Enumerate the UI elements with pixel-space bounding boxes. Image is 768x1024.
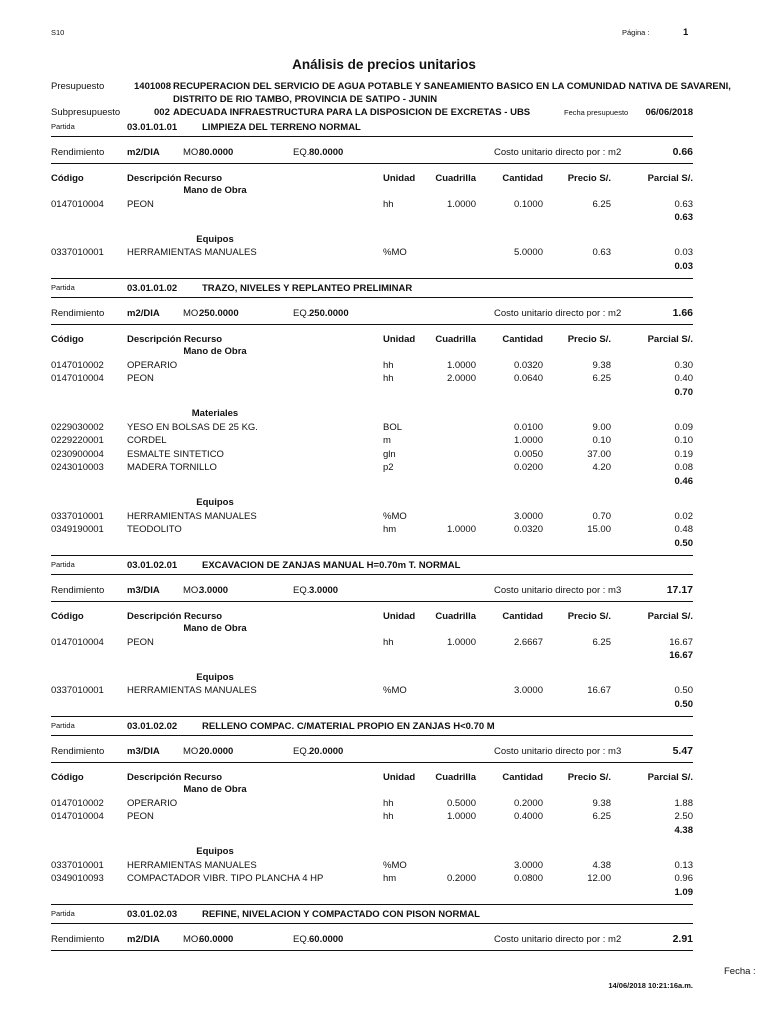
partida-label: Partida (51, 122, 75, 131)
col-cuadrilla: Cuadrilla (435, 334, 476, 345)
eq-value: 3.0000 (309, 585, 339, 596)
costo-unitario-value: 2.91 (672, 933, 693, 945)
col-parcial: Parcial S/. (647, 772, 693, 783)
resource-cantidad: 2.6667 (513, 636, 543, 648)
group-subtotal: 0.63 (674, 212, 693, 223)
resource-description: TEODOLITO (127, 524, 182, 535)
presupuesto-description-line2: DISTRITO DE RIO TAMBO, PROVINCIA DE SATIPO - JUNIN (173, 94, 438, 105)
resource-cantidad: 0.2000 (513, 797, 543, 809)
resource-code: 0147010002 (51, 359, 104, 371)
divider (51, 297, 693, 298)
group-title: Equipos (196, 846, 234, 857)
rendimiento-unit: m2/DIA (127, 934, 160, 945)
resource-precio: 9.38 (592, 797, 611, 809)
group-subtotal: 0.70 (674, 386, 693, 398)
resource-unit: %MO (383, 247, 407, 258)
resource-description: HERRAMIENTAS MANUALES (127, 685, 257, 696)
resource-parcial: 2.50 (674, 811, 693, 822)
resource-cantidad: 0.0800 (513, 873, 543, 884)
presupuesto-description: RECUPERACION DEL SERVICIO DE AGUA POTABLE Y SANEAMIENTO BASICO EN LA COMUNIDAD NATIVA DE SAVARENI, (173, 81, 731, 92)
costo-unitario-value: 1.66 (672, 307, 693, 319)
resource-precio: 12.00 (587, 873, 611, 884)
resource-code: 0337010001 (51, 685, 104, 696)
resource-unit: hh (383, 797, 394, 809)
col-descripcion: Descripción Recurso (127, 173, 223, 184)
col-unidad: Unidad (383, 173, 416, 184)
resource-code: 0349010093 (51, 873, 104, 884)
group-title: Equipos (196, 497, 234, 508)
resource-unit: hh (383, 373, 394, 384)
partida-name: REFINE, NIVELACION Y COMPACTADO CON PISON NORMAL (202, 909, 480, 920)
resource-unit: hm (383, 524, 397, 535)
resource-code: 0147010004 (51, 636, 104, 648)
mo-value: 3.0000 (199, 585, 229, 596)
resource-description: YESO EN BOLSAS DE 25 KG. (127, 421, 258, 433)
resource-cantidad: 3.0000 (513, 685, 543, 696)
costo-unitario-label: Costo unitario directo por : m3 (494, 585, 622, 596)
costo-unitario-value: 0.66 (672, 146, 693, 158)
col-parcial: Parcial S/. (647, 611, 693, 622)
subpresupuesto-description: ADECUADA INFRAESTRUCTURA PARA LA DISPOSICION DE EXCRETAS - UBS (173, 107, 531, 118)
resource-code: 0337010001 (51, 859, 104, 871)
eq-label: EQ. (293, 585, 310, 596)
resource-cantidad: 3.0000 (513, 510, 543, 522)
resource-code: 0337010001 (51, 247, 104, 258)
col-codigo: Código (51, 173, 84, 184)
resource-unit: %MO (383, 685, 407, 696)
rendimiento-label: Rendimiento (51, 585, 105, 596)
col-codigo: Código (51, 611, 84, 622)
footer-fecha-label: Fecha : (724, 966, 756, 977)
partida-label: Partida (51, 909, 75, 918)
divider (51, 278, 693, 279)
resource-precio: 4.20 (592, 462, 611, 473)
divider (51, 574, 693, 575)
resource-cantidad: 3.0000 (513, 859, 543, 871)
resource-unit: BOL (383, 421, 403, 433)
resource-cuadrilla: 1.0000 (446, 524, 476, 535)
eq-label: EQ. (293, 147, 310, 158)
resource-parcial: 0.96 (674, 873, 693, 884)
partida-label: Partida (51, 721, 75, 730)
col-descripcion: Descripción Recurso (127, 772, 223, 783)
col-cuadrilla: Cuadrilla (435, 772, 476, 783)
fecha-presupuesto-label: Fecha presupuesto (564, 108, 629, 117)
resource-description: CORDEL (127, 435, 167, 446)
rendimiento-label: Rendimiento (51, 308, 105, 319)
partida-label: Partida (51, 560, 75, 569)
col-parcial: Parcial S/. (647, 334, 693, 345)
presupuesto-code: 1401008 (134, 81, 171, 92)
resource-precio: 6.25 (592, 373, 611, 384)
group-subtotal: 16.67 (669, 650, 693, 661)
divider (51, 324, 693, 325)
col-cantidad: Cantidad (502, 772, 543, 783)
col-codigo: Código (51, 334, 84, 345)
col-cantidad: Cantidad (502, 611, 543, 622)
resource-cuadrilla: 1.0000 (446, 198, 476, 210)
resource-cantidad: 0.0320 (513, 359, 543, 371)
partida-code: 03.01.01.01 (127, 122, 178, 133)
group-subtotal: 0.50 (674, 537, 693, 549)
resource-cantidad: 0.0100 (513, 421, 543, 433)
resource-description: PEON (127, 198, 154, 210)
partida-name: LIMPIEZA DEL TERRENO NORMAL (202, 122, 361, 133)
resource-parcial: 0.40 (674, 373, 693, 384)
partida-name: EXCAVACION DE ZANJAS MANUAL H=0.70m T. NORMAL (202, 560, 461, 571)
col-codigo: Código (51, 772, 84, 783)
group-title: Mano de Obra (183, 784, 247, 795)
col-precio: Precio S/. (567, 173, 611, 184)
resource-unit: hh (383, 198, 394, 210)
divider (51, 923, 693, 924)
col-precio: Precio S/. (567, 611, 611, 622)
resource-precio: 6.25 (592, 636, 611, 648)
col-precio: Precio S/. (567, 772, 611, 783)
costo-unitario-label: Costo unitario directo por : m2 (494, 308, 622, 319)
resource-precio: 9.38 (592, 359, 611, 371)
resource-precio: 37.00 (587, 448, 611, 460)
resource-precio: 0.63 (592, 247, 611, 258)
page-title: Análisis de precios unitarios (292, 57, 476, 72)
subpresupuesto-label: Subpresupuesto (51, 107, 121, 118)
resource-cantidad: 0.0050 (513, 448, 543, 460)
mo-label: MO. (183, 147, 201, 158)
group-subtotal: 0.46 (674, 475, 693, 487)
resource-cuadrilla: 0.2000 (446, 873, 476, 884)
resource-precio: 9.00 (592, 421, 611, 433)
resource-parcial: 0.30 (674, 359, 693, 371)
resource-cuadrilla: 1.0000 (446, 359, 476, 371)
divider (51, 163, 693, 164)
costo-unitario-label: Costo unitario directo por : m2 (494, 147, 622, 158)
resource-unit: hh (383, 811, 394, 822)
resource-cuadrilla: 2.0000 (446, 373, 476, 384)
costo-unitario-label: Costo unitario directo por : m2 (494, 934, 622, 945)
group-subtotal: 0.03 (674, 260, 693, 272)
resource-parcial: 16.67 (669, 636, 693, 648)
resource-parcial: 0.48 (674, 524, 693, 535)
resource-parcial: 0.19 (674, 448, 693, 460)
resource-cuadrilla: 1.0000 (446, 636, 476, 648)
eq-value: 60.0000 (309, 934, 344, 945)
resource-description: OPERARIO (127, 359, 178, 371)
col-precio: Precio S/. (567, 334, 611, 345)
divider (51, 555, 693, 556)
resource-description: HERRAMIENTAS MANUALES (127, 859, 257, 871)
resource-code: 0147010004 (51, 373, 104, 384)
resource-parcial: 0.08 (674, 462, 693, 473)
partida-code: 03.01.02.03 (127, 909, 178, 920)
resource-precio: 16.67 (587, 685, 611, 696)
resource-description: PEON (127, 636, 154, 648)
group-subtotal: 4.38 (674, 824, 693, 836)
presupuesto-label: Presupuesto (51, 81, 105, 92)
resource-unit: p2 (383, 462, 394, 473)
resource-code: 0147010002 (51, 797, 104, 809)
resource-description: ESMALTE SINTETICO (127, 448, 224, 460)
resource-unit: hh (383, 636, 394, 648)
group-title: Equipos (196, 671, 234, 683)
partida-label: Partida (51, 283, 75, 292)
resource-description: HERRAMIENTAS MANUALES (127, 247, 257, 258)
resource-unit: %MO (383, 510, 407, 522)
group-title: Materiales (191, 408, 239, 419)
divider (51, 136, 693, 137)
resource-unit: hh (383, 359, 394, 371)
footer-timestamp: 14/06/2018 10:21:16a.m. (608, 981, 693, 990)
col-unidad: Unidad (383, 334, 416, 345)
resource-code: 0229220001 (51, 435, 104, 446)
rendimiento-unit: m3/DIA (127, 585, 160, 596)
resource-description: PEON (127, 811, 154, 822)
rendimiento-unit: m2/DIA (127, 308, 160, 319)
divider (51, 950, 693, 951)
mo-value: 60.0000 (199, 934, 234, 945)
partida-name: TRAZO, NIVELES Y REPLANTEO PRELIMINAR (202, 283, 413, 294)
resource-code: 0337010001 (51, 510, 104, 522)
resource-parcial: 0.63 (674, 198, 693, 210)
resource-description: MADERA TORNILLO (127, 462, 217, 473)
rendimiento-label: Rendimiento (51, 147, 105, 158)
resource-parcial: 0.50 (674, 685, 693, 696)
rendimiento-label: Rendimiento (51, 934, 105, 945)
resource-precio: 0.10 (592, 435, 611, 446)
rendimiento-unit: m3/DIA (127, 746, 160, 757)
resource-code: 0230900004 (51, 448, 104, 460)
costo-unitario-value: 17.17 (666, 584, 693, 596)
resource-precio: 15.00 (587, 524, 611, 535)
resource-description: HERRAMIENTAS MANUALES (127, 510, 257, 522)
col-cantidad: Cantidad (502, 334, 543, 345)
resource-cantidad: 5.0000 (513, 247, 543, 258)
subpresupuesto-code: 002 (154, 107, 170, 118)
col-parcial: Parcial S/. (647, 173, 693, 184)
resource-description: COMPACTADOR VIBR. TIPO PLANCHA 4 HP (127, 873, 324, 884)
resource-parcial: 0.10 (674, 435, 693, 446)
resource-description: OPERARIO (127, 797, 178, 809)
mo-value: 80.0000 (199, 147, 234, 158)
divider (51, 762, 693, 763)
costo-unitario-label: Costo unitario directo por : m3 (494, 746, 622, 757)
resource-code: 0349190001 (51, 524, 104, 535)
page-label: Página : (622, 28, 650, 37)
resource-cantidad: 0.4000 (513, 811, 543, 822)
group-title: Mano de Obra (183, 346, 247, 357)
resource-unit: %MO (383, 859, 407, 871)
col-cantidad: Cantidad (502, 173, 543, 184)
resource-parcial: 0.02 (674, 510, 693, 522)
mo-label: MO. (183, 746, 201, 757)
resource-unit: gln (383, 448, 396, 460)
eq-value: 20.0000 (309, 746, 344, 757)
mo-label: MO. (183, 308, 201, 319)
col-descripcion: Descripción Recurso (127, 334, 223, 345)
divider (51, 601, 693, 602)
resource-parcial: 0.13 (674, 859, 693, 871)
resource-cuadrilla: 0.5000 (446, 797, 476, 809)
resource-parcial: 0.03 (674, 247, 693, 258)
resource-description: PEON (127, 373, 154, 384)
resource-cuadrilla: 1.0000 (446, 811, 476, 822)
col-unidad: Unidad (383, 611, 416, 622)
divider (51, 716, 693, 717)
group-subtotal: 0.50 (674, 698, 693, 710)
resource-precio: 0.70 (592, 510, 611, 522)
resource-code: 0229030002 (51, 421, 104, 433)
resource-parcial: 0.09 (674, 421, 693, 433)
eq-value: 80.0000 (309, 147, 344, 158)
resource-precio: 6.25 (592, 198, 611, 210)
fecha-presupuesto-value: 06/06/2018 (645, 107, 693, 118)
page-number: 1 (683, 27, 689, 38)
resource-code: 0243010003 (51, 462, 104, 473)
group-title: Mano de Obra (183, 623, 247, 634)
divider (51, 735, 693, 736)
eq-label: EQ. (293, 746, 310, 757)
divider (51, 904, 693, 905)
col-descripcion: Descripción Recurso (127, 611, 223, 622)
rendimiento-label: Rendimiento (51, 746, 105, 757)
mo-label: MO. (183, 585, 201, 596)
group-subtotal: 1.09 (674, 886, 693, 898)
partida-code: 03.01.01.02 (127, 283, 178, 294)
resource-cantidad: 0.0200 (513, 462, 543, 473)
group-title: Mano de Obra (183, 185, 247, 196)
mo-label: MO. (183, 934, 201, 945)
costo-unitario-value: 5.47 (672, 745, 693, 757)
resource-precio: 6.25 (592, 811, 611, 822)
mo-value: 20.0000 (199, 746, 234, 757)
col-cuadrilla: Cuadrilla (435, 173, 476, 184)
partida-code: 03.01.02.01 (127, 560, 178, 571)
partida-code: 03.01.02.02 (127, 721, 178, 732)
rendimiento-unit: m2/DIA (127, 147, 160, 158)
resource-cantidad: 0.0640 (513, 373, 543, 384)
resource-cantidad: 0.1000 (513, 198, 543, 210)
eq-label: EQ. (293, 308, 310, 319)
group-title: Equipos (196, 233, 234, 245)
col-cuadrilla: Cuadrilla (435, 611, 476, 622)
resource-unit: hm (383, 873, 397, 884)
resource-code: 0147010004 (51, 811, 104, 822)
mo-value: 250.0000 (199, 308, 239, 319)
resource-unit: m (383, 435, 391, 446)
resource-parcial: 1.88 (674, 797, 693, 809)
col-unidad: Unidad (383, 772, 416, 783)
partida-name: RELLENO COMPAC. C/MATERIAL PROPIO EN ZANJAS H<0.70 M (202, 721, 495, 732)
resource-code: 0147010004 (51, 198, 104, 210)
resource-precio: 4.38 (592, 859, 611, 871)
report-code: S10 (51, 28, 65, 37)
eq-label: EQ. (293, 934, 310, 945)
resource-cantidad: 1.0000 (513, 435, 543, 446)
resource-cantidad: 0.0320 (513, 524, 543, 535)
eq-value: 250.0000 (309, 308, 349, 319)
